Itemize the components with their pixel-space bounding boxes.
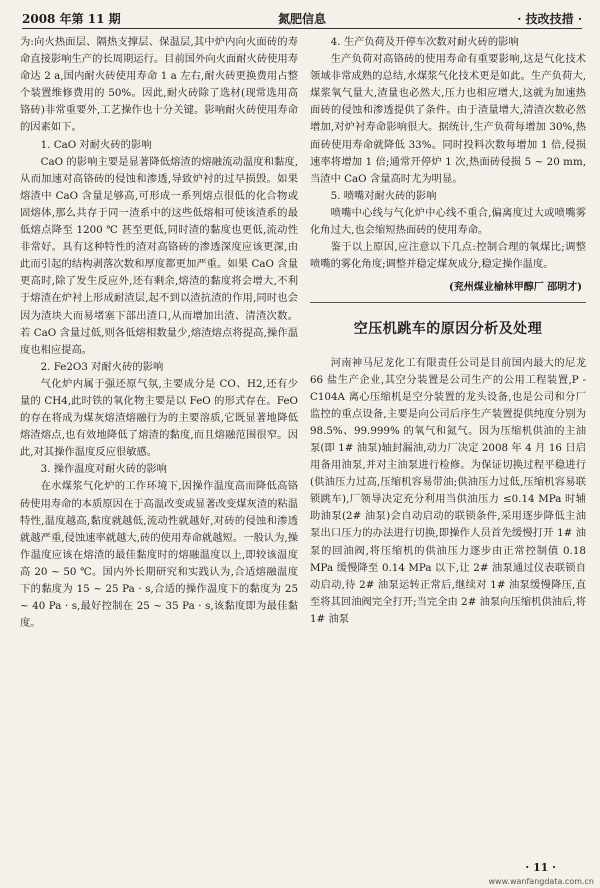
page-number: · 11 · [525, 861, 556, 874]
section-heading: 2. Fe2O3 对耐火砖的影响 [40, 360, 164, 373]
paragraph: 鉴于以上原因,应注意以下几点:控制合理的氧煤比;调整喷嘴的雾化角度;调整并稳定煤灰成分,稳定操作温度。 [310, 241, 586, 271]
paragraph: 为:向火热面层、隔热支撑层、保温层,其中炉内向火面砖的寿命直接影响生产的长周期运行。目前国外向火面耐火砖使用寿命达 2 a,国内耐火砖使用寿命 1 a 左右,耐火砖更换费用占整个装置维修费用的 50%。因此,耐火砖除了选材(现常选用高铬砖)非常重要外,工艺操作也十分关键。影响耐火砖使用寿命的因素如下。 [20, 36, 298, 134]
paragraph: CaO 的影响主要是显著降低熔渣的熔融流动温度和黏度,从而加速对高铬砖的侵蚀和渗透,导致炉衬的过早损毁。如果熔渣中 CaO 含量足够高,可形成一系列熔点很低的化合物或固熔体,那么共存于同一渣系中的这些低熔相可使该渣系的最低熔点降至 1200 ℃ 甚至更低,同时渣的黏度也更低,流动性非常好。具有这种特性的渣对高铬砖的渗透深度应该更深,由此而引起的结构剥落次数和厚度都更加严重。如果 CaO 含量更高时,除了发生反应外,还有剩余,熔渣的黏度将会增大,不利于熔渣在炉衬上形成耐渣层,起不到以渣抗渣的作用,同时也会因为渣块大而易堵塞下部出渣口,从而增加出渣、清渣次数。若 CaO 含量过低,则各低熔相数量少,熔渣熔点将提高,操作温度也相应提高。 [20, 155, 298, 356]
left-column [20, 34, 298, 858]
section-heading: 3. 操作温度对耐火砖的影响 [40, 463, 167, 476]
paragraph: 生产负荷对高铬砖的使用寿命有重要影响,这是气化技术领域非常成熟的总结,水煤浆气化技术更是如此。生产负荷大,煤浆氧气量大,渣量也必然大,压力也相应增大,这就为加速热面砖的侵蚀和渗透提供了条件。由于渣量增大,清渣次数必然增加,对炉衬寿命影响很大。据统计,生产负荷每增加 30%,热面砖使用寿命就降低 33%。同时投料次数每增加 1 倍,侵损速率将增加 1 倍;通常开停炉 1 次,热面砖侵损 5 ~ 20 mm,当渣中 CaO 含量高时尤为明显。 [310, 53, 586, 185]
section-heading: 4. 生产负荷及开停车次数对耐火砖的影响 [330, 36, 519, 48]
author-signature: (兖州煤业榆林甲醇厂 邵明才) [449, 282, 582, 294]
section-heading: 1. CaO 对耐火砖的影响 [40, 138, 152, 151]
journal-name: 氮肥信息 [277, 12, 326, 26]
page-header [22, 8, 582, 29]
paragraph: 喷嘴中心线与气化炉中心线不重合,偏离度过大或喷嘴雾化角过大,也会缩短热面砖的使用寿命。 [310, 206, 586, 237]
section-label: · 技改技措 · [517, 12, 582, 26]
paragraph: 河南神马尼龙化工有限责任公司是目前国内最大的尼龙 66 盐生产企业,其空分装置是公司生产的公用工程装置,P - C104A 离心压缩机是空分装置的龙头设备,也是公司和分厂监控的重点设备,主要是向公司后序生产装置提供纯度分别为 98.5%、99.999% 的氧气和氮气。因为压缩机供油的主油泵(即 1# 油泵)轴封漏油,动力厂决定 2008 年 4 月 16 日启用备用油泵,并对主油泵进行检修。为保证切换过程平稳进行(供油压力过高,压缩机容易带油;供油压力过低,压缩机容易联锁跳车),厂领导决定充分利用当供油压力 ≤0.14 MPa 时辅助油泵(2# 油泵)会自动启动的联锁条件,采用逐步降低主油泵出口压力的办法进行切换,即操作人员首先缓慢打开 1# 油泵的回油阀,将压缩机的供油压力逐步由正常控制值 0.18 MPa 缓慢降至 0.14 MPa 以下,让 2# 油泵通过仪表联锁自动启动,待 2# 油泵运转正常后,继续对 1# 油泵缓慢降压,直至将其回油阀完全打开;当完全由 2# 油泵向压缩机供油后,将 1# 油泵 [310, 356, 586, 625]
section-divider [310, 302, 586, 303]
issue-label: 2008 年第 11 期 [22, 12, 121, 26]
paragraph: 气化炉内属于强还原气氛,主要成分是 CO、H2,还有少量的 CH4,此时铁的氧化物主要是以 FeO 的形式存在。FeO 的存在将成为煤灰熔渣熔融行为的主要溶质,它既显著地降低熔渣熔点,也有效地降低了熔渣的黏度,而且熔融范围很窄。因此,对其操作温度反应很敏感。 [20, 377, 298, 459]
watermark: www.wanfangdata.com.cn [488, 877, 594, 886]
right-column [310, 34, 586, 858]
article-title: 空压机跳车的原因分析及处理 [353, 321, 543, 338]
paragraph: 在水煤浆气化炉的工作环境下,因操作温度高而降低高铬砖使用寿命的本质原因在于高温改变或显著改变煤灰渣的粘温特性,温度越高,黏度就越低,流动性就越好,对砖的侵蚀和渗透就越严重,侵蚀速率就越大,砖的使用寿命就越短。一般认为,操作温度应该在熔渣的最佳黏度时的熔融温度以上,即较该温度高 20 ~ 50 ℃。国内外长期研究和实践认为,合适熔融温度下的黏度为 15 ~ 25 Pa · s,合适的操作温度下的黏度为 25 ~ 40 Pa · s,最好控制在 25 ~ 35 Pa · s,该黏度即为最佳黏度。 [20, 480, 298, 630]
section-heading: 5. 喷嘴对耐火砖的影响 [330, 189, 437, 202]
